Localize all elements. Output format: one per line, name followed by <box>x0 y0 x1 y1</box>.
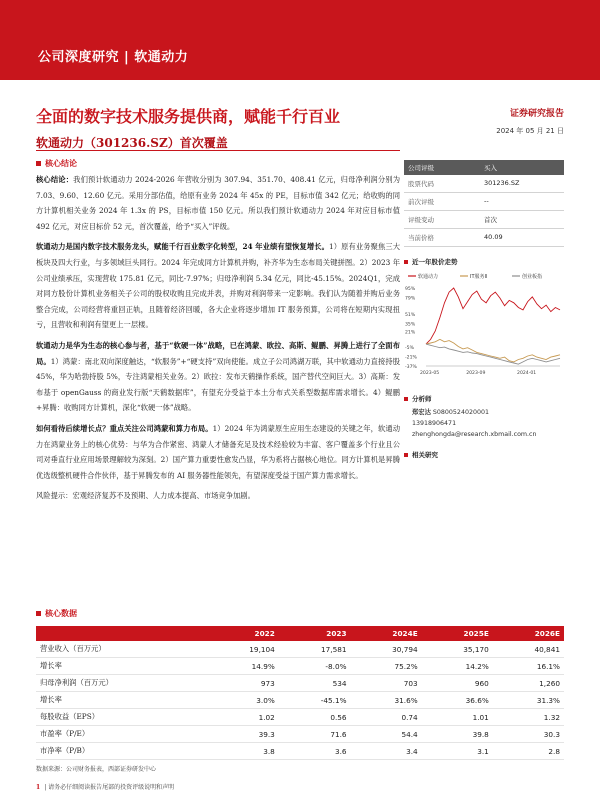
price-chart <box>404 270 564 380</box>
report-subtitle: 软通动力（301236.SZ）首次覆盖 <box>36 136 228 150</box>
table-cell: 营业收入（百万元） <box>36 641 208 658</box>
table-cell: 19,104 <box>208 641 279 658</box>
sidebar-row-key: 前次评级 <box>408 198 434 206</box>
title-rule <box>36 150 400 151</box>
table-row <box>36 641 564 658</box>
table-cell: 960 <box>422 675 493 692</box>
paragraph-3-lead: 软通动力是华为生态的核心参与者，基于“软硬一体”战略，已在鸿蒙、欧拉、高斯、鲲鹏、昇腾上进行了全面布局。 <box>36 340 400 366</box>
table-header-cell: 2022 <box>208 626 279 641</box>
main-body <box>36 172 400 509</box>
table-cell: 17,581 <box>279 641 351 658</box>
table-cell: 1.02 <box>208 709 279 726</box>
report-date: 2024 年 05 月 21 日 <box>496 127 564 135</box>
table-cell: 3.1 <box>422 743 493 760</box>
paragraph-4 <box>36 421 400 483</box>
y-tick-label: 21% <box>405 330 416 336</box>
related-title-text: 相关研究 <box>412 451 438 459</box>
analyst-name: 郑宏达 <box>412 409 431 416</box>
sidebar-row-key: 股票代码 <box>408 180 434 188</box>
x-tick-label: 2023-05 <box>420 371 440 376</box>
sidebar-row-value: 首次 <box>484 216 497 224</box>
series-line <box>426 344 560 364</box>
table-cell: 0.74 <box>351 709 422 726</box>
table-cell: 3.0% <box>208 692 279 709</box>
rating-header <box>404 160 564 175</box>
sidebar-row <box>404 211 564 229</box>
y-tick-label: 51% <box>405 313 416 318</box>
paragraph-3 <box>36 338 400 416</box>
table-row <box>36 692 564 709</box>
table-row <box>36 726 564 743</box>
paragraph-1-lead: 核心结论： <box>36 175 74 184</box>
table-header-cell: 2023 <box>279 626 351 641</box>
table-cell: 1.32 <box>493 709 564 726</box>
table-cell: 1,260 <box>493 675 564 692</box>
series-line <box>426 339 560 362</box>
section-conclusion-label: 核心结论 <box>45 159 77 168</box>
analyst-license: S0800524020001 <box>432 409 489 416</box>
chart-x-ticks <box>420 370 536 376</box>
table-cell: 市盈率（P/E） <box>36 726 208 743</box>
table-cell: 增长率 <box>36 658 208 675</box>
table-cell: 40,841 <box>493 641 564 658</box>
table-cell: 35,170 <box>422 641 493 658</box>
table-cell: 市净率（P/B） <box>36 743 208 760</box>
table-row <box>36 658 564 675</box>
paragraph-2-lead: 软通动力是国内数字技术服务龙头，赋能千行百业数字化转型，24 年业绩有望恢复增长。 <box>36 242 329 252</box>
table-cell: 71.6 <box>279 726 351 743</box>
risk-note: 风险提示：宏观经济复苏不及预期、人力成本提高、市场竞争加剧。 <box>36 491 255 501</box>
analyst-title-text: 分析师 <box>412 395 432 403</box>
sidebar-row-key: 评级变动 <box>408 216 434 224</box>
header-banner <box>0 0 600 80</box>
x-tick-label: 2023-09 <box>466 371 486 376</box>
chart-legend <box>408 273 542 280</box>
financial-table <box>36 626 564 760</box>
sidebar-row <box>404 229 564 247</box>
related-title <box>404 450 564 459</box>
table-header-row <box>36 626 564 641</box>
section-conclusion <box>36 158 77 169</box>
table-cell: 14.9% <box>208 658 279 675</box>
sidebar-row-value: -- <box>484 197 489 205</box>
sidebar-row-value: 40.09 <box>484 233 503 241</box>
section-financials <box>36 608 77 619</box>
table-cell: -8.0% <box>279 658 351 675</box>
sidebar <box>404 160 564 463</box>
paragraph-2-text: 1）原有业务聚焦三大板块及四大行业，与多领域巨头同行。2024 年完成同方计算机并购，补齐华为生态布局关键拼图。2）2023 年公司业绩承压，实现营收 175.81 亿元，同比-7.97%；归母净利润 5.34 亿元，同比-45.15%。2024Q1，完成对同方股份计算机业务相关子公司的股权收购且完成并表，并购对利润带来一定影响。我们认为随着并购后业务整合完成，公司经营将重回正轨，且随着经济回暖，各大企业将逐步增加 IT 服务预算，公司将在短期内实现扭亏，且营收和利润有望更上一层楼。 <box>36 242 400 330</box>
table-cell: -45.1% <box>279 692 351 709</box>
paragraph-1 <box>36 172 400 234</box>
table-cell: 归母净利润（百万元） <box>36 675 208 692</box>
table-cell: 534 <box>279 675 351 692</box>
paragraph-4-text: 1）2024 年为鸿蒙原生应用生态建设的关键之年，软通动力在鸿蒙业务上的核心优势：与华为合作紧密、鸿蒙人才储备充足及技术经验较为丰富、客户覆盖多个行业且公司对垂直行业应用场景理解较为深刻。2）国产算力重要性愈发凸显，华为系将占据核心地位。同方计算机是昇腾优选级整机硬件合作伙伴，基于昇腾发布的 AI 服务器性能领先，有望深度受益于国产算力需求增长。 <box>36 423 401 480</box>
paragraph-3-text: 1）鸿蒙：南北双向深度触达，“软服务”+“硬支持”双向使能。成立子公司鸿湖万联，其中软通动力直接持股 45%，华为哈勃持股 5%，专注鸿蒙相关业务。2）欧拉：发布天鹤操作系统，国产替代空间巨大。3）高斯：发布基于 openGauss 的商业发行版“天鹤数据库”，有望充分受益于本土分布式关系型数据库需求增长。4）鲲鹏+昇腾：收购同方计算机，深化“软硬一体”战略。 <box>36 356 400 413</box>
analyst-contact <box>404 407 564 440</box>
table-cell: 0.56 <box>279 709 351 726</box>
table-cell: 3.4 <box>351 743 422 760</box>
paragraph-1-text: 我们预计软通动力 2024-2026 年营收分别为 307.94、351.70、408.41 亿元，归母净利润分别为 7.03、9.60、12.60 亿元。采用分部估值，给原有业务 2024 年 45x 的 PE，目标市值 342 亿元；给收购的同方计算机相关业务 2024 年 1.3x 的 PS，目标市值 150 亿元。所以我们预计软通动力 2024 年对应目标市值 492 亿元，对应目标价 52 元，首次覆盖，给予“买入”评级。 <box>36 175 401 231</box>
table-header-cell: 2025E <box>422 626 493 641</box>
sidebar-row <box>404 193 564 211</box>
table-row <box>36 743 564 760</box>
price-chart-title <box>404 257 564 266</box>
analyst-email[interactable]: zhenghongda@research.xbmail.com.cn <box>412 431 537 438</box>
table-cell: 703 <box>351 675 422 692</box>
table-cell: 54.4 <box>351 726 422 743</box>
sidebar-row-value: 301236.SZ <box>484 179 520 187</box>
paragraph-4-lead: 如何看待后续增长点？重点关注公司鸿蒙和算力布局。 <box>36 423 213 433</box>
analyst-title <box>404 394 564 403</box>
analyst-phone: 13918906471 <box>412 420 457 427</box>
table-header-cell: 2026E <box>493 626 564 641</box>
page-number: 1 <box>36 784 41 791</box>
table-cell: 2.8 <box>493 743 564 760</box>
table-header-cell <box>36 626 208 641</box>
rating-header-value: 买入 <box>484 164 497 172</box>
section-marker-icon <box>404 260 408 264</box>
section-marker-icon <box>404 397 408 401</box>
table-cell: 30,794 <box>351 641 422 658</box>
report-type: 证券研究报告 <box>509 109 564 119</box>
table-cell: 每股收益（EPS） <box>36 709 208 726</box>
y-tick-label: 35% <box>405 322 416 328</box>
y-tick-label: 95% <box>405 287 416 292</box>
table-cell: 31.3% <box>493 692 564 709</box>
table-row <box>36 709 564 726</box>
chart-lines <box>426 288 560 364</box>
table-cell: 75.2% <box>351 658 422 675</box>
section-marker-icon <box>36 161 41 166</box>
price-chart-title-text: 近一年股价走势 <box>412 258 458 266</box>
x-tick-label: 2024-01 <box>517 371 537 376</box>
table-cell: 3.8 <box>208 743 279 760</box>
table-cell: 39.8 <box>422 726 493 743</box>
legend-label: 创业板指 <box>522 274 543 280</box>
legend-label: 软通动力 <box>418 274 439 280</box>
section-marker-icon <box>36 611 41 616</box>
section-marker-icon <box>404 453 408 457</box>
rating-header-label: 公司评级 <box>408 164 434 172</box>
y-tick-label: 79% <box>405 296 416 302</box>
table-header-cell: 2024E <box>351 626 422 641</box>
page-footer: 1 | 请务必仔细阅读报告尾部的投资评级说明和声明 <box>36 784 175 791</box>
banner-text: 公司深度研究 | 软通动力 <box>38 50 189 65</box>
table-cell: 1.01 <box>422 709 493 726</box>
table-cell: 30.3 <box>493 726 564 743</box>
footer-disclaimer: 请务必仔细阅读报告尾部的投资评级说明和声明 <box>48 784 175 791</box>
table-cell: 3.6 <box>279 743 351 760</box>
table-cell: 973 <box>208 675 279 692</box>
section-financials-label: 核心数据 <box>45 609 77 618</box>
sidebar-row <box>404 175 564 193</box>
table-cell: 16.1% <box>493 658 564 675</box>
y-tick-label: -37% <box>405 365 417 370</box>
y-tick-label: -21% <box>405 355 417 361</box>
data-source: 数据来源：公司财务报表，西部证券研发中心 <box>36 766 157 773</box>
table-cell: 14.2% <box>422 658 493 675</box>
table-cell: 39.3 <box>208 726 279 743</box>
legend-label: IT服务Ⅱ <box>470 274 487 280</box>
series-line <box>426 288 560 344</box>
table-cell: 36.6% <box>422 692 493 709</box>
table-cell: 31.6% <box>351 692 422 709</box>
report-title: 全面的数字技术服务提供商，赋能千行百业 <box>36 107 341 126</box>
table-row <box>36 675 564 692</box>
y-tick-label: -5% <box>405 346 414 352</box>
sidebar-row-key: 当前价格 <box>408 234 434 242</box>
paragraph-2 <box>36 239 400 333</box>
table-cell: 增长率 <box>36 692 208 709</box>
